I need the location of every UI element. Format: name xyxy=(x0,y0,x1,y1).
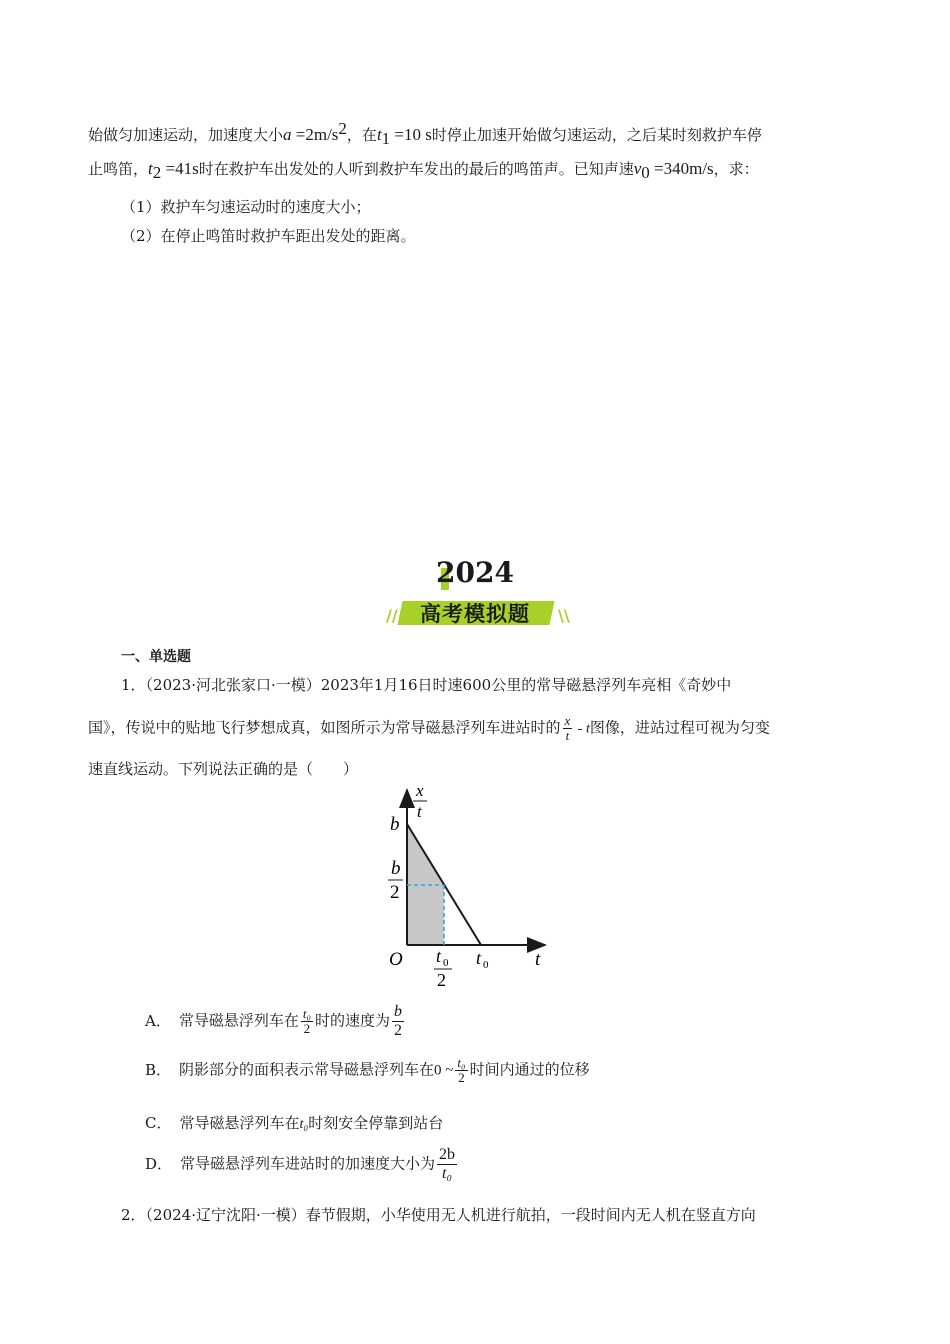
option-b[interactable] xyxy=(145,1056,590,1085)
half-t0-num: t xyxy=(436,946,442,966)
math-range: 0 ~ xyxy=(434,1062,454,1079)
text: 国》，传说中的贴地飞行梦想成真，如图所示为常导磁悬浮列车进站时的 xyxy=(88,718,561,737)
fraction xyxy=(301,1007,313,1036)
text: 时刻安全停靠到站台 xyxy=(308,1114,444,1132)
t-axis-label: t xyxy=(535,949,541,970)
math-v0-value: =340m/s xyxy=(649,159,714,178)
half-b-den: 2 xyxy=(390,882,400,903)
half-t0-sub: 0 xyxy=(443,957,449,969)
text: 常导磁悬浮列车在 xyxy=(178,1011,299,1030)
math-v0: v xyxy=(633,159,642,178)
math-t0: t₀ xyxy=(299,1117,309,1132)
banner-right-mark: \\ xyxy=(558,606,570,625)
t0-label: t xyxy=(476,948,482,968)
half-t0-den: 2 xyxy=(437,970,446,990)
banner-title: 高考模拟题 xyxy=(420,602,530,626)
fraction xyxy=(392,1003,404,1040)
fraction-x-over-t xyxy=(563,714,573,743)
option-label: D． xyxy=(145,1154,173,1173)
q1-line-2 xyxy=(88,714,770,743)
q1-line-1: 1．（2023·河北张家口·一模）2023年1月16日时速600公里的常导磁悬浮列车亮相《奇妙中 xyxy=(121,676,732,694)
text: 时间内通过的位移 xyxy=(469,1060,590,1079)
origin-label: O xyxy=(389,949,403,970)
option-label: B． xyxy=(145,1060,172,1079)
option-label: A． xyxy=(145,1011,171,1030)
b-label: b xyxy=(390,814,400,835)
frac-num: x xyxy=(564,713,571,728)
text: 常导磁悬浮列车在 xyxy=(179,1114,300,1132)
frac-den: 2 xyxy=(303,1021,311,1036)
text: 常导磁悬浮列车进站时的加速度大小为 xyxy=(180,1154,436,1173)
half-b-num: b xyxy=(391,858,401,879)
t0-sub: 0 xyxy=(483,959,489,971)
section-heading: 一、单选题 xyxy=(121,649,191,665)
text: ，在 xyxy=(346,126,377,144)
y-label-den: t xyxy=(417,802,422,821)
fraction xyxy=(455,1056,467,1085)
math-sub: 2 xyxy=(152,163,162,182)
frac-num: t₀ xyxy=(302,1006,311,1021)
option-c[interactable] xyxy=(145,1112,443,1133)
banner-year: 2024 xyxy=(436,556,514,589)
option-d[interactable] xyxy=(145,1146,459,1183)
text: 始做匀加速运动，加速度大小 xyxy=(88,126,284,144)
math-t2-value: =41s xyxy=(161,159,199,178)
q1-line-3: 速直线运动。下列说法正确的是（ ） xyxy=(88,760,359,778)
text: 时停止加速开始做匀速运动，之后某时刻救护车停 xyxy=(431,126,762,144)
subquestion-1: （1）救护车匀速运动时的速度大小； xyxy=(121,198,371,216)
option-a[interactable] xyxy=(145,1003,406,1040)
frac-den: 2 xyxy=(458,1070,465,1085)
problem-line-2 xyxy=(88,158,759,184)
math-t1-value: =10 s xyxy=(390,125,432,144)
text: ，求： xyxy=(713,160,759,178)
math-sub: 1 xyxy=(381,129,391,148)
option-label: C． xyxy=(145,1114,172,1132)
math-t2: t xyxy=(148,159,153,178)
math-sub: 0 xyxy=(641,163,650,182)
text: 时在救护车出发处的人听到救护车发出的最后的鸣笛声。已知声速 xyxy=(198,160,634,178)
problem-line-1 xyxy=(88,118,762,150)
fraction xyxy=(437,1146,457,1183)
math-t1: t xyxy=(376,125,382,144)
text: 阴影部分的面积表示常导磁悬浮列车在 xyxy=(179,1060,435,1079)
text: 止鸣笛， xyxy=(88,160,149,178)
math-accel: =2m/s xyxy=(291,125,339,144)
subquestion-2: （2）在停止鸣笛时救护车距出发处的距离。 xyxy=(121,227,416,245)
math-a: a xyxy=(283,125,292,144)
text: 图像，进站过程可视为匀变 xyxy=(589,718,770,737)
frac-num: t₀ xyxy=(457,1055,466,1070)
frac-den: t xyxy=(565,728,570,743)
xt-t-graph xyxy=(380,782,555,992)
frac-den: 2 xyxy=(394,1022,403,1039)
math-dash-t: - t xyxy=(574,721,590,737)
math-sup: 2 xyxy=(338,119,347,138)
frac-num: b xyxy=(394,1003,403,1020)
text: 时的速度为 xyxy=(315,1011,391,1030)
y-label-num: x xyxy=(416,782,424,800)
frac-num: 2b xyxy=(439,1146,456,1163)
frac-den: t₀ xyxy=(442,1165,453,1182)
banner-left-mark: // xyxy=(386,606,398,625)
q2-line-1: 2．（2024·辽宁沈阳·一模）春节假期，小华使用无人机进行航拍，一段时间内无人机在竖直方向 xyxy=(121,1206,756,1224)
